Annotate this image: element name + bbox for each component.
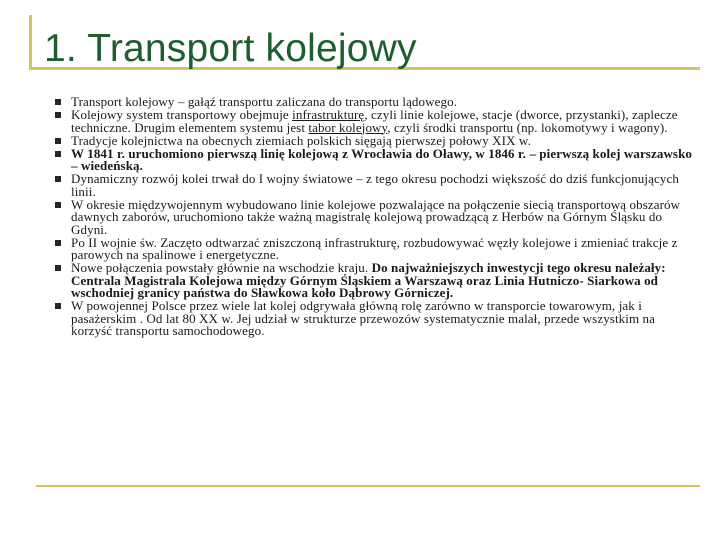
bullet-text: Po II wojnie św. Zaczęto odtwarzać zniszczoną infrastrukturę, rozbudowywać węzły kolejowe i zmieniać trakcje z parowych na spalinowe i energetyczne. — [71, 234, 678, 262]
bullet-item — [55, 145, 695, 173]
bullet-text: , czyli linie kolejowe, stacje (dworce, przystanki), zaplecze techniczne. Drugim elementem systemu jest — [71, 107, 678, 135]
bullet-text: , czyli środki transportu (np. lokomotywy i wagony). — [387, 119, 668, 135]
bullet-item — [55, 196, 695, 237]
square-bullet-icon — [55, 303, 61, 309]
square-bullet-icon — [55, 99, 61, 105]
bullet-text: W okresie międzywojennym wybudowano linie kolejowe pozwalające na połączenie siecią transportową obszarów dawnych zaborów, uruchomiono także ważną magistralę kolejową prowadzącą z Herbów na Górnym Śląsku do Gdyni. — [71, 196, 681, 237]
bullet-item — [55, 234, 695, 262]
bullet-item — [55, 109, 695, 134]
square-bullet-icon — [55, 202, 61, 208]
slide-title: 1. Transport kolejowy — [44, 27, 417, 70]
bullet-item — [55, 262, 695, 300]
underlined-term-rolling-stock: tabor kolejowy — [308, 119, 388, 135]
bullet-item — [55, 173, 695, 198]
square-bullet-icon — [55, 151, 61, 157]
bullet-text: Nowe połączenia powstały głównie na wschodzie kraju. — [71, 260, 372, 275]
underlined-term-infrastructure: infrastrukturę — [292, 107, 365, 122]
square-bullet-icon — [55, 240, 61, 246]
square-bullet-icon — [55, 112, 61, 118]
accent-bottom-line — [36, 485, 700, 487]
bullet-text: Tradycje kolejnictwa na obecnych ziemiach polskich sięgają pierwszej połowy XIX w. — [71, 132, 531, 148]
bullet-item — [55, 300, 695, 338]
square-bullet-icon — [55, 265, 61, 271]
bullet-bold-text: Do najważniejszych inwestycji tego okresu należały: Centrala Magistrala Kolejowa między Górnym Śląskiem a Warszawą oraz Linia Hutniczo- Siarkowa od wschodniej granicy państwa do Sławkowa koło Dąbrowy Górniczej. — [71, 260, 666, 300]
square-bullet-icon — [55, 176, 61, 182]
bullet-bold-text: W 1841 r. uruchomiono pierwszą linię kolejową z Wrocławia do Oławy, w 1846 r. – pierwszą kolej warszawsko – wiedeńską. — [71, 145, 693, 173]
bullet-text: W powojennej Polsce przez wiele lat kolej odgrywała główną rolę zarówno w transporcie towarowym, jak i pasażerskim . Od lat 80 XX w. Jej udział w strukturze przewozów systematycznie malał, przede wszystkim na korzyść transportu samochodowego. — [71, 298, 656, 338]
bullet-text: Dynamiczny rozwój kolei trwał do I wojny światowe – z tego okresu pochodzi większość do dziś funkcjonujących linii. — [71, 171, 679, 199]
bullet-text: Transport kolejowy – gałąź transportu zaliczana do transportu lądowego. — [71, 94, 458, 109]
accent-vertical-line — [29, 15, 32, 67]
bullet-text: Kolejowy system transportowy obejmuje — [71, 107, 293, 122]
bullet-list — [55, 96, 695, 338]
square-bullet-icon — [55, 138, 61, 144]
